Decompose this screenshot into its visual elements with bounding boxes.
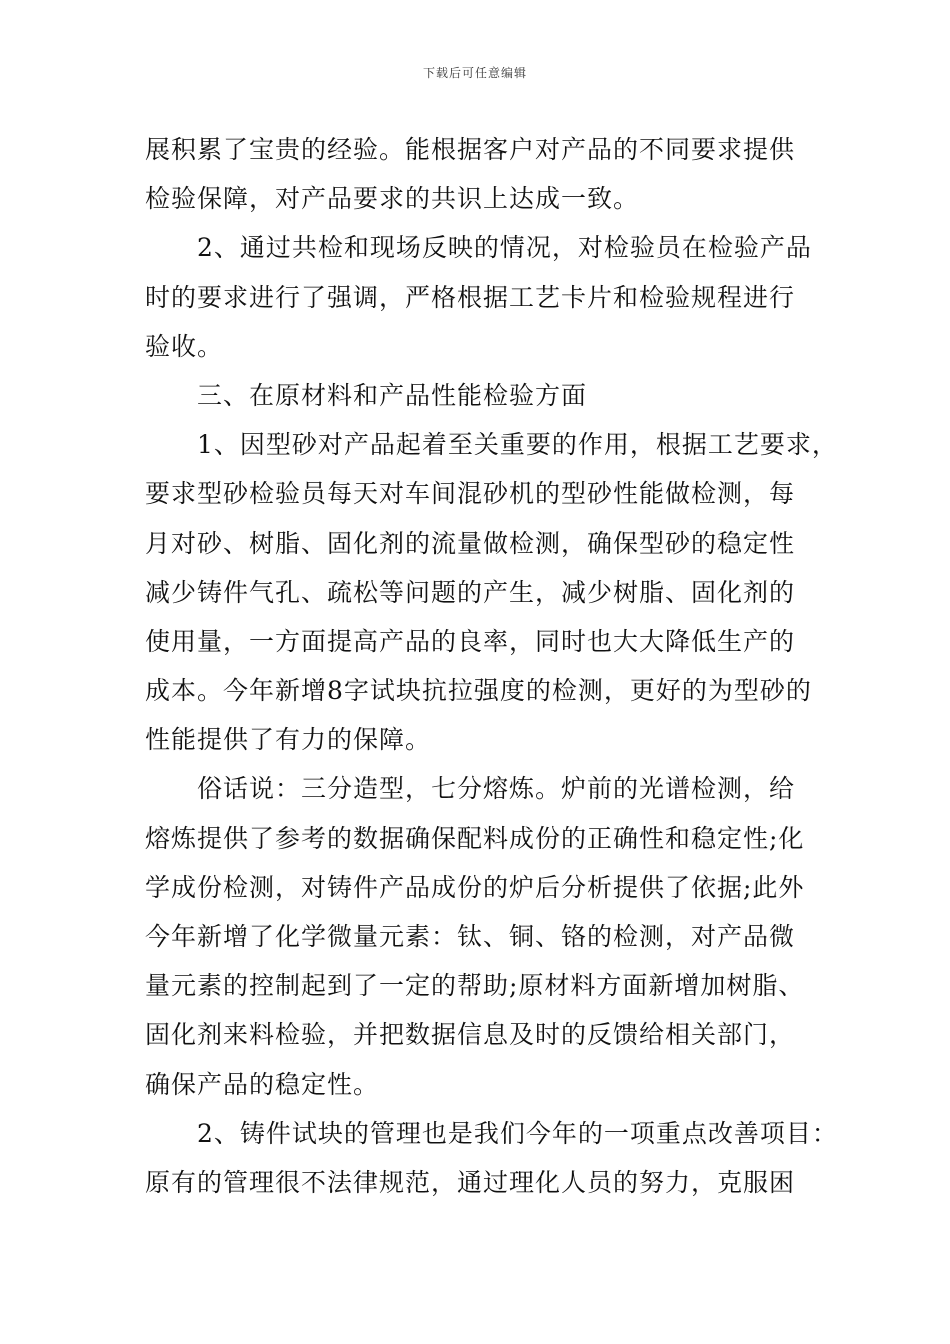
text-line: 使用量，一方面提高产品的良率，同时也大大降低生产的 bbox=[145, 626, 796, 656]
text-line: 月对砂、树脂、固化剂的流量做检测，确保型砂的稳定性 bbox=[145, 528, 796, 558]
text-line: 展积累了宝贵的经验。能根据客户对产品的不同要求提供 bbox=[145, 135, 796, 164]
text-line: 减少铸件气孔、疏松等问题的产生，减少树脂、固化剂的 bbox=[145, 577, 796, 607]
section-heading: 三、在原材料和产品性能检验方面 bbox=[145, 380, 588, 410]
text-line: 学成份检测，对铸件产品成份的炉后分析提供了依据;此外 bbox=[145, 872, 805, 902]
text-line: 量元素的控制起到了一定的帮助;原材料方面新增加树脂、 bbox=[145, 971, 805, 1001]
text-line: 成本。今年新增8字试块抗拉强度的检测，更好的为型砂的 bbox=[145, 676, 812, 706]
text-line: 确保产品的稳定性。 bbox=[145, 1069, 380, 1099]
text-line: 1、因型砂对产品起着至关重要的作用，根据工艺要求， bbox=[145, 430, 838, 460]
text-line: 2、铸件试块的管理也是我们今年的一项重点改善项目： bbox=[145, 1118, 838, 1148]
text-line: 熔炼提供了参考的数据确保配料成份的正确性和稳定性;化 bbox=[145, 823, 805, 853]
text-line: 2、通过共检和现场反映的情况，对检验员在检验产品 bbox=[145, 233, 812, 263]
text-line: 固化剂来料检验，并把数据信息及时的反馈给相关部门， bbox=[145, 1020, 796, 1050]
text-line: 俗话说：三分造型，七分熔炼。炉前的光谱检测，给 bbox=[145, 774, 796, 804]
text-line: 今年新增了化学微量元素：钛、铜、铬的检测，对产品微 bbox=[145, 922, 796, 951]
document-body bbox=[145, 125, 838, 1207]
text-line: 性能提供了有力的保障。 bbox=[145, 725, 432, 755]
text-line: 验收。 bbox=[145, 331, 224, 361]
text-line: 检验保障，对产品要求的共识上达成一致。 bbox=[145, 184, 640, 214]
text-line: 时的要求进行了强调，严格根据工艺卡片和检验规程进行 bbox=[145, 282, 796, 312]
text-line: 要求型砂检验员每天对车间混砂机的型砂性能做检测，每 bbox=[145, 479, 796, 509]
page-header: 下载后可任意编辑 bbox=[422, 66, 527, 80]
text-line: 原有的管理很不法律规范，通过理化人员的努力，克服困 bbox=[145, 1167, 796, 1197]
